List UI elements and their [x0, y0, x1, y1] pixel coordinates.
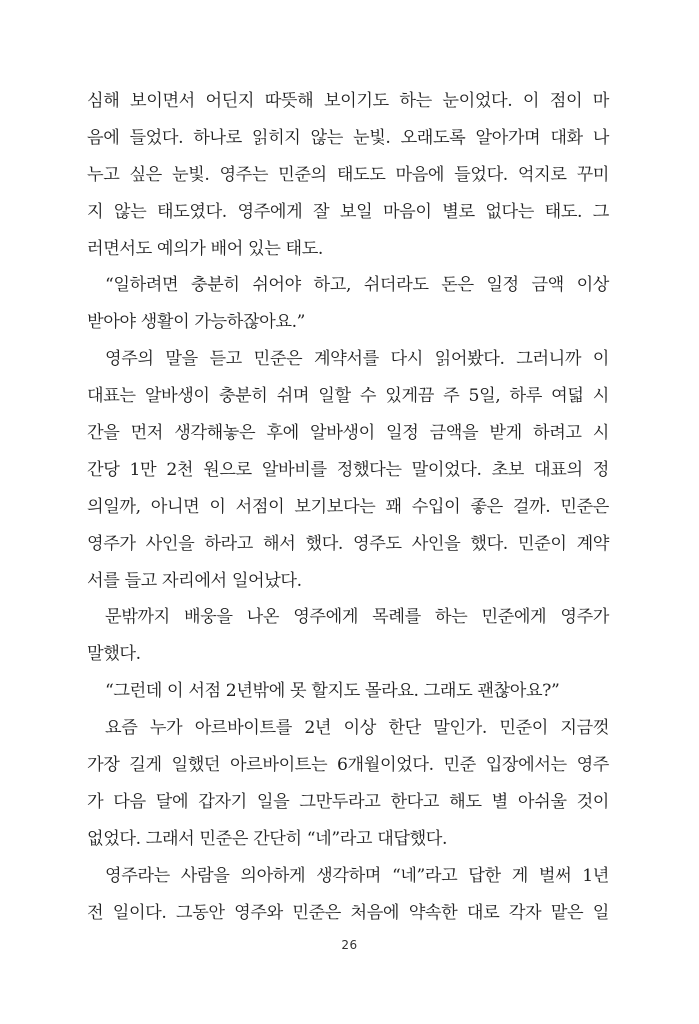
text-line: 음에 들었다. 하나로 읽히지 않는 눈빛. 오래도록 알아가며 대화 나	[87, 127, 609, 148]
text-line: 의일까, 아니면 이 서점이 보기보다는 꽤 수입이 좋은 걸까. 민준은	[87, 496, 609, 517]
text-line: “그런데 이 서점 2년밖에 못 할지도 몰라요. 그래도 괜찮아요?”	[105, 681, 560, 702]
text-line: “일하려면 충분히 쉬어야 하고, 쉬더라도 돈은 일정 금액 이상	[105, 275, 609, 296]
text-line: 문밖까지 배웅을 나온 영주에게 목례를 하는 민준에게 영주가	[105, 607, 609, 628]
text-line: 없었다. 그래서 민준은 간단히 “네”라고 대답했다.	[87, 828, 448, 849]
text-line: 간을 먼저 생각해놓은 후에 알바생이 일정 금액을 받게 하려고 시	[87, 423, 609, 444]
text-line: 러면서도 예의가 배어 있는 태도.	[87, 238, 323, 259]
text-line: 가장 길게 일했던 아르바이트는 6개월이었다. 민준 입장에서는 영주	[87, 755, 609, 776]
text-line: 영주라는 사람을 의아하게 생각하며 “네”라고 답한 게 벌써 1년	[105, 865, 609, 886]
text-line: 누고 싶은 눈빛. 영주는 민준의 태도도 마음에 들었다. 억지로 꾸미	[87, 164, 609, 185]
text-line: 말했다.	[87, 644, 141, 665]
body-text	[87, 83, 609, 931]
page-number: 26	[341, 938, 358, 952]
text-line: 받아야 생활이 가능하잖아요.”	[87, 312, 306, 333]
text-line: 영주의 말을 듣고 민준은 계약서를 다시 읽어봤다. 그러니까 이	[105, 349, 609, 370]
text-line: 심해 보이면서 어딘지 따뜻해 보이기도 하는 눈이었다. 이 점이 마	[87, 91, 609, 111]
text-line: 간당 1만 2천 원으로 알바비를 정했다는 말이었다. 초보 대표의 정	[87, 459, 609, 480]
text-line: 가 다음 달에 갑자기 일을 그만두라고 한다고 해도 별 아쉬울 것이	[87, 791, 609, 812]
text-line: 전 일이다. 그동안 영주와 민준은 처음에 약속한 대로 각자 맡은 일	[87, 902, 609, 923]
text-line: 대표는 알바생이 충분히 쉬며 일할 수 있게끔 주 5일, 하루 여덟 시	[87, 386, 609, 407]
text-line: 요즘 누가 아르바이트를 2년 이상 한단 말인가. 민준이 지금껏	[105, 718, 609, 739]
text-line: 영주가 사인을 하라고 해서 했다. 영주도 사인을 했다. 민준이 계약	[87, 533, 609, 554]
text-line: 지 않는 태도였다. 영주에게 잘 보일 마음이 별로 없다는 태도. 그	[87, 201, 609, 222]
text-line: 서를 들고 자리에서 일어났다.	[87, 570, 302, 591]
